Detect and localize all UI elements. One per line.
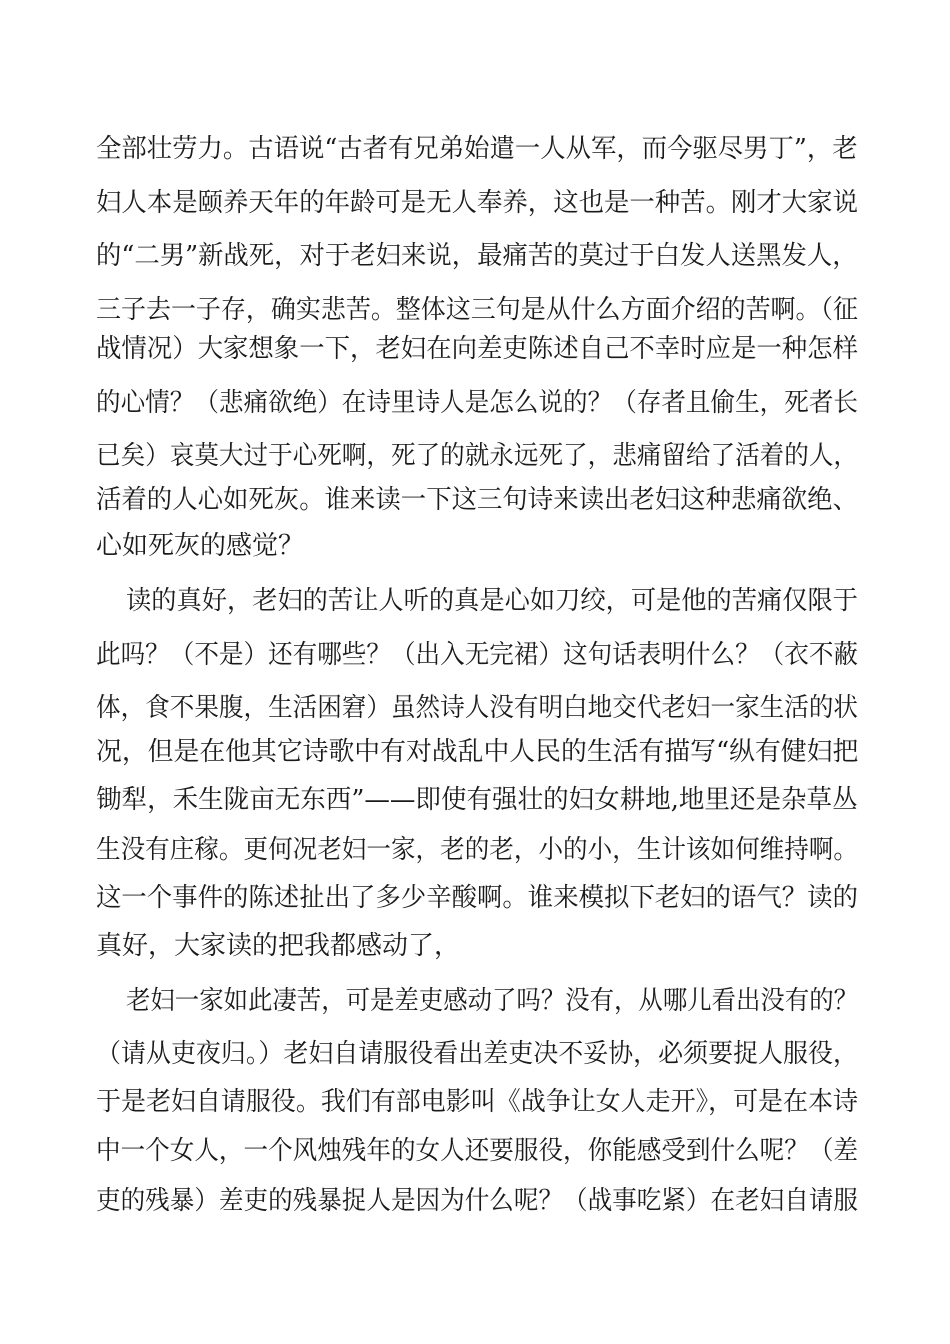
text-line: 这一个事件的陈述扯出了多少辛酸啊。谁来模拟下老妇的语气？读的 — [96, 883, 858, 913]
text-line: 真好，大家读的把我都感动了， — [96, 931, 461, 961]
text-line: 此吗？（不是）还有哪些？（出入无完裙）这句话表明什么？（衣不蔽 — [96, 640, 859, 670]
paragraph-first-line: 读的真好，老妇的苦让人听的真是心如刀绞，可是他的苦痛仅限于 — [126, 586, 858, 616]
text-line: 已矣）哀莫大过于心死啊，死了的就永远死了，悲痛留给了活着的人， — [96, 441, 859, 471]
text-line: 生没有庄稼。更何况老妇一家，老的老，小的小，生计该如何维持啊。 — [96, 835, 859, 865]
text-line: 活着的人心如死灰。谁来读一下这三句诗来读出老妇这种悲痛欲绝、 — [96, 485, 858, 515]
text-line: 全部壮劳力。古语说“古者有兄弟始遣一人从军，而今驱尽男丁”，老 — [96, 134, 858, 164]
text-line: 的“二男”新战死，对于老妇来说，最痛苦的莫过于白发人送黑发人， — [96, 241, 858, 271]
text-line: 况，但是在他其它诗歌中有对战乱中人民的生活有描写“纵有健妇把 — [96, 737, 859, 767]
text-line: 妇人本是颐养天年的年龄可是无人奉养，这也是一种苦。刚才大家说 — [96, 188, 858, 218]
text-line: （请从吏夜归。）老妇自请服役看出差吏决不妥协，必须要捉人服役， — [96, 1039, 859, 1069]
text-line: 于是老妇自请服役。我们有部电影叫《战争让女人走开》，可是在本诗 — [96, 1087, 859, 1117]
text-line: 吏的残暴）差吏的残暴捉人是因为什么呢？（战事吃紧）在老妇自请服 — [96, 1186, 859, 1216]
text-line: 的心情？（悲痛欲绝）在诗里诗人是怎么说的？（存者且偷生，死者长 — [96, 388, 859, 418]
paragraph-first-line: 老妇一家如此凄苦，可是差吏感动了吗？没有，从哪儿看出没有的？ — [126, 986, 859, 1016]
text-line: 体，食不果腹，生活困窘）虽然诗人没有明白地交代老妇一家生活的状 — [96, 693, 859, 723]
text-line: 战情况）大家想象一下，老妇在向差吏陈述自己不幸时应是一种怎样 — [96, 334, 858, 364]
text-line: 三子去一子存，确实悲苦。整体这三句是从什么方面介绍的苦啊。（征 — [96, 295, 859, 325]
text-line: 锄犁，禾生陇亩无东西”——即使有强壮的妇女耕地,地里还是杂草丛 — [96, 785, 858, 815]
text-line: 心如死灰的感觉？ — [96, 531, 305, 561]
text-line: 中一个女人，一个风烛残年的女人还要服役，你能感受到什么呢？（差 — [96, 1136, 859, 1166]
